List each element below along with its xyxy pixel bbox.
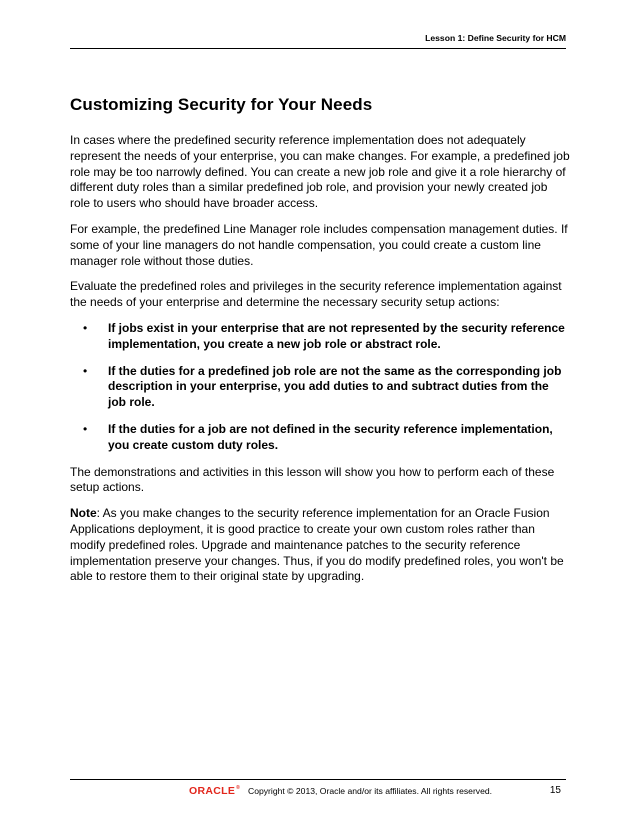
bullet-icon: • (83, 421, 88, 436)
oracle-logo (189, 785, 240, 797)
note-text: : As you make changes to the security reference implementation for an Oracle Fusion Applications deployment, it is good practice to create your own custom roles rather than modify predefined roles. Upgrade and maintenance patches to the security reference implementation preserve your changes. Thus, if you do modify predefined roles, you won't be able to restore them to their original state by upgrading. (70, 506, 564, 584)
list-item-text: If jobs exist in your enterprise that are not represented by the security reference implementation, you create a new job role or abstract role. (108, 320, 565, 351)
copyright-notice: Copyright © 2013, Oracle and/or its affiliates. All rights reserved. (248, 786, 493, 796)
evaluate-paragraph: Evaluate the predefined roles and privileges in the security reference implementation against the needs of your enterprise and determine the necessary security setup actions: (70, 279, 562, 310)
bullet-icon: • (83, 320, 88, 335)
bullet-icon: • (83, 363, 88, 378)
section-title: Customizing Security for Your Needs (70, 95, 373, 114)
intro-paragraph: In cases where the predefined security reference implementation does not adequately represent the needs of your enterprise, you can make changes. For example, a predefined job role may be too narrowly defined. You can create a new job role and give it a role hierarchy of different duty roles than a similar predefined job role, and provision your newly created job role to users who should have broader access. (70, 133, 570, 211)
setup-actions-list (70, 321, 570, 454)
document-body (70, 133, 570, 595)
page-footer (70, 785, 566, 799)
note-paragraph (70, 506, 570, 585)
list-item (83, 422, 570, 454)
list-item-text: If the duties for a predefined job role are not the same as the corresponding job description in your enterprise, you add duties to and subtract duties from the job role. (108, 363, 562, 410)
list-item-text: If the duties for a job are not defined in the security reference implementation, you create custom duty roles. (108, 421, 553, 452)
header-divider (70, 48, 566, 49)
example-paragraph: For example, the predefined Line Manager role includes compensation management duties. If some of your line managers do not handle compensation, you could create a custom line manager role without those duties. (70, 221, 568, 268)
note-label: Note (70, 506, 97, 521)
list-item (83, 364, 570, 411)
closing-paragraph: The demonstrations and activities in this lesson will show you how to perform each of these setup actions. (70, 464, 555, 495)
registered-mark: ® (236, 785, 241, 791)
oracle-logo-text: ORACLE (189, 785, 236, 797)
list-item (83, 321, 570, 353)
footer-divider (70, 779, 566, 780)
running-header: Lesson 1: Define Security for HCM (425, 33, 566, 43)
page-number: 15 (549, 785, 561, 796)
